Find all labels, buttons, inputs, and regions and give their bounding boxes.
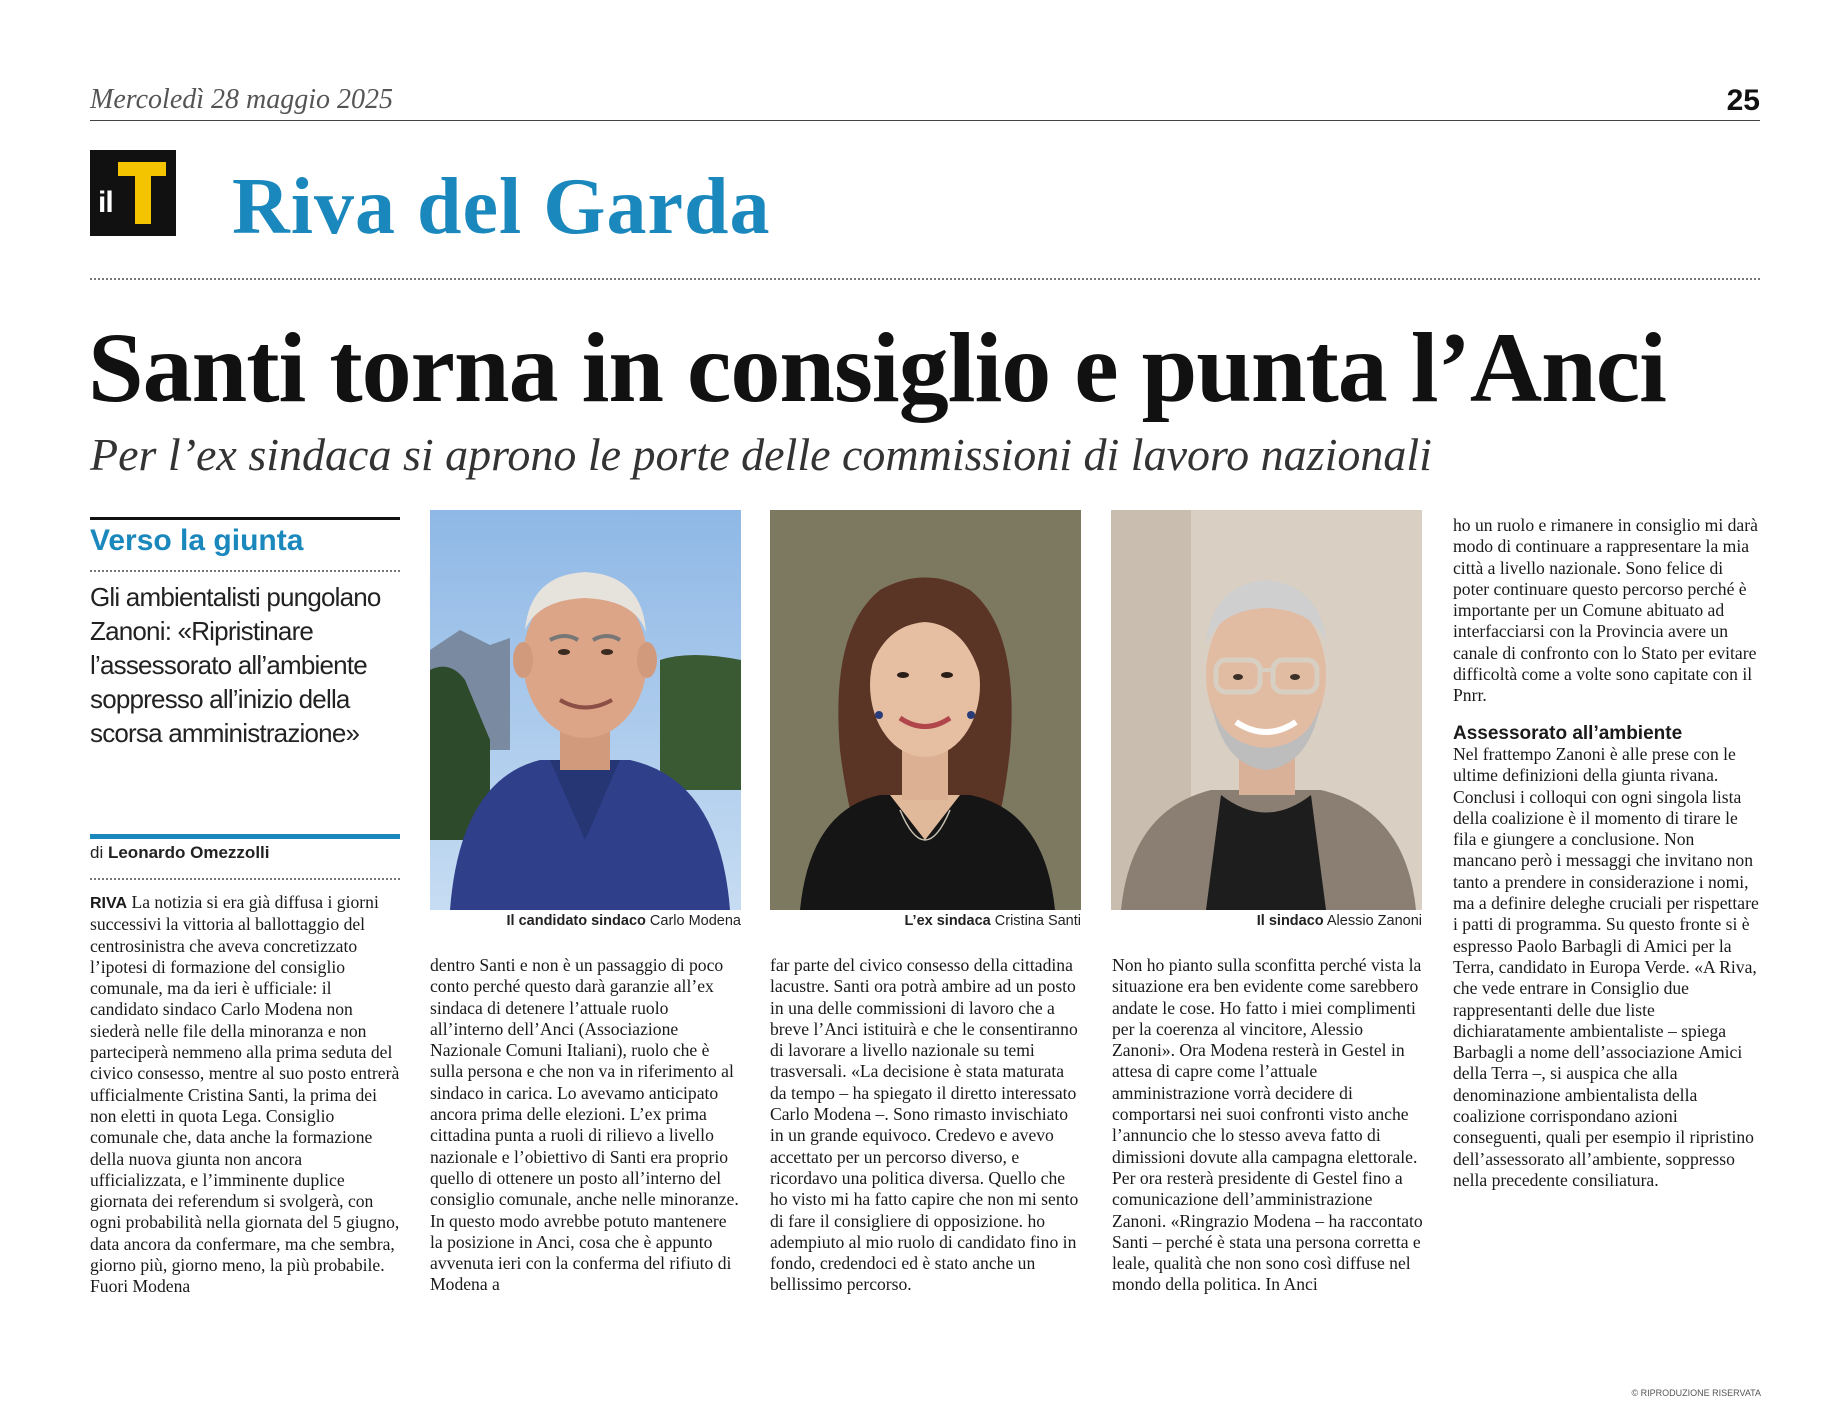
top-rule: [90, 120, 1760, 121]
headline: Santi torna in consiglio e punta l’Anci: [88, 312, 1666, 423]
publication-date: Mercoledì 28 maggio 2025: [90, 84, 394, 115]
column-3-text: far parte del civico consesso della cittadina lacustre. Santi ora potrà ambire ad un posto in una delle commissioni di lavoro che a breve l’Anci istituirà e che le consentiranno di lavorare a livello nazionale su temi trasversali. «La decisione è stata maturata da tempo – ha spiegato il diretto interessato Carlo Modena –. Sono rimasto invischiato in un grande equivoco. Credevo e avevo accettato per un percorso diverso, e ricordavo una politica diversa. Quello che ho visto mi ha fatto capire che non mi sento di fare il consigliere di opposizione. ho adempiuto al mio ruolo di candidato fino in fondo, credendoci ed è stato anche un bellissimo percorso.: [770, 955, 1079, 1295]
byline-author: Leonardo Omezzolli: [107, 843, 270, 862]
photo-caption-3: [1111, 913, 1422, 929]
article-column-5: [1453, 515, 1761, 1191]
article-column-2: [430, 955, 740, 1296]
sidebar-text: Gli ambientalisti pungolano Zanoni: «Ripristinare l’assessorato all’ambiente soppresso all’inizio della scorsa amministrazione»: [90, 582, 381, 748]
byline: [90, 843, 270, 863]
caption-name: Carlo Modena: [649, 913, 741, 929]
column-5-subhead: Assessorato all’ambiente: [1453, 722, 1683, 744]
photo-alessio-zanoni: [1111, 510, 1422, 910]
column-5a-text: ho un ruolo e rimanere in consiglio mi darà modo di continuare a rappresentare la mia città a livello nazionale. Sono felice di poter continuare questo percorso perché è importante per un Comune abituato ad interfacciarsi con la Provincia avere un canale di confronto con lo Stato per evitare difficoltà come a volte sono capitate con il Pnrr.: [1453, 515, 1758, 706]
photo-caption-1: [430, 913, 741, 929]
photo-caption-2: [770, 913, 1081, 929]
column-1-text: La notizia si era già diffusa i giorni successivi la vittoria al ballottaggio del centrosinistra che aveva concretizzato l’ipotesi di formazione del consiglio comunale, ma da ieri è ufficiale: il candidato sindaco Carlo Modena non siederà nelle file della minoranza e non parteciperà nemmeno alla prima seduta del civico consesso, mentre al suo posto entrerà ufficialmente Cristina Santi, la prima dei non eletti in quota Lega. Consiglio comunale che, data anche la formazione della nuova giunta non ancora ufficializzata, e l’imminente duplice giornata dei referendum si svolgerà, con ogni probabilità nella giornata del 5 giugno, data ancora da confermare, ma che sembra, giorno più, giorno meno, la più probabile. Fuori Modena: [90, 892, 400, 1297]
caption-role: L’ex sindaca: [904, 913, 991, 929]
section-divider: [90, 278, 1760, 280]
column-5b-text: Nel frattempo Zanoni è alle prese con le ultime definizioni della giunta rivana. Conclusi i colloqui con ogni singola lista della coalizione è il momento di tirare le fila e giungere a conclusione. Non mancano però i messaggi che invitano non tanto a prendere in considerazione i nomi, ma a definire deleghe cruciali per rispettare i patti di programma. Su questo fronte si è espresso Paolo Barbagli di Amici per la Terra, candidato in Europa Verde. «A Riva, che vede entrare in Consiglio due rappresentanti delle due liste dichiaratamente ambientaliste – spiega Barbagli a nome dell’associazione Amici della Terra –, si auspica che alla denominazione ambientalista della coalizione corrispondano azioni conseguenti, quali per esempio il ripristino dell’assessorato all’ambiente, soppresso nella precedente consiliatura.: [1453, 743, 1759, 1190]
subheadline: Per l’ex sindaca si aprono le porte delle commissioni di lavoro nazionali: [90, 429, 1432, 480]
photo-cristina-santi: [770, 510, 1081, 910]
logo-stem: [135, 162, 151, 224]
logo-text: il: [98, 186, 113, 219]
page-number: 25: [1726, 84, 1760, 117]
sidebar-top-rule: [90, 517, 400, 520]
sidebar-kicker: Verso la giunta: [90, 524, 304, 557]
copyright-notice: © RIPRODUZIONE RISERVATA: [1631, 1388, 1761, 1398]
byline-divider: [90, 878, 400, 880]
article-column-3: [770, 955, 1080, 1296]
caption-name: Alessio Zanoni: [1326, 913, 1422, 929]
article-column-1: [90, 892, 400, 1298]
dateline: RIVA: [90, 895, 128, 912]
section-title: Riva del Garda: [232, 163, 771, 251]
caption-role: Il sindaco: [1256, 913, 1324, 929]
newspaper-logo: [90, 150, 176, 236]
article-column-4: [1112, 955, 1424, 1296]
photo-carlo-modena: [430, 510, 741, 910]
byline-prefix: di: [90, 843, 104, 862]
column-2-text: dentro Santi e non è un passaggio di poco conto perché questo darà garanzie all’ex sindaca di detenere l’attuale ruolo all’interno dell’Anci (Associazione Nazionale Comuni Italiani), ruolo che è sulla persona e che non va in riferimento al sindaco in carica. Lo avevamo anticipato ancora prima delle elezioni. L’ex prima cittadina punta a ruoli di rilievo a livello nazionale e l’obiettivo di Santi era proprio quello di ottenere un posto all’interno del consiglio comunale, anche nelle minoranze. In questo modo avrebbe potuto mantenere la posizione in Anci, cosa che è appunto avvenuta ieri con la conferma del rifiuto di Modena a: [430, 955, 739, 1295]
column-4-text: Non ho pianto sulla sconfitta perché vista la situazione era ben evidente come sarebbero andate le cose. Ho fatto i miei complimenti per la coerenza al vincitore, Alessio Zanoni». Ora Modena resterà in Gestel in attesa di capre come l’attuale amministrazione vorrà decidere di comportarsi nei suoi confronti visto anche l’annuncio che lo stesso aveva fatto di dimissioni dovute alla campagna elettorale. Per ora resterà presidente di Gestel fino a comunicazione dell’amministrazione Zanoni. «Ringrazio Modena – ha raccontato Santi – perché è stata una persona corretta e leale, qualità che non sono così diffuse nel mondo della politica. In Anci: [1112, 955, 1423, 1295]
sidebar-bottom-rule: [90, 834, 400, 839]
caption-name: Cristina Santi: [994, 913, 1081, 929]
sidebar-divider: [90, 570, 400, 572]
caption-role: Il candidato sindaco: [506, 913, 646, 929]
